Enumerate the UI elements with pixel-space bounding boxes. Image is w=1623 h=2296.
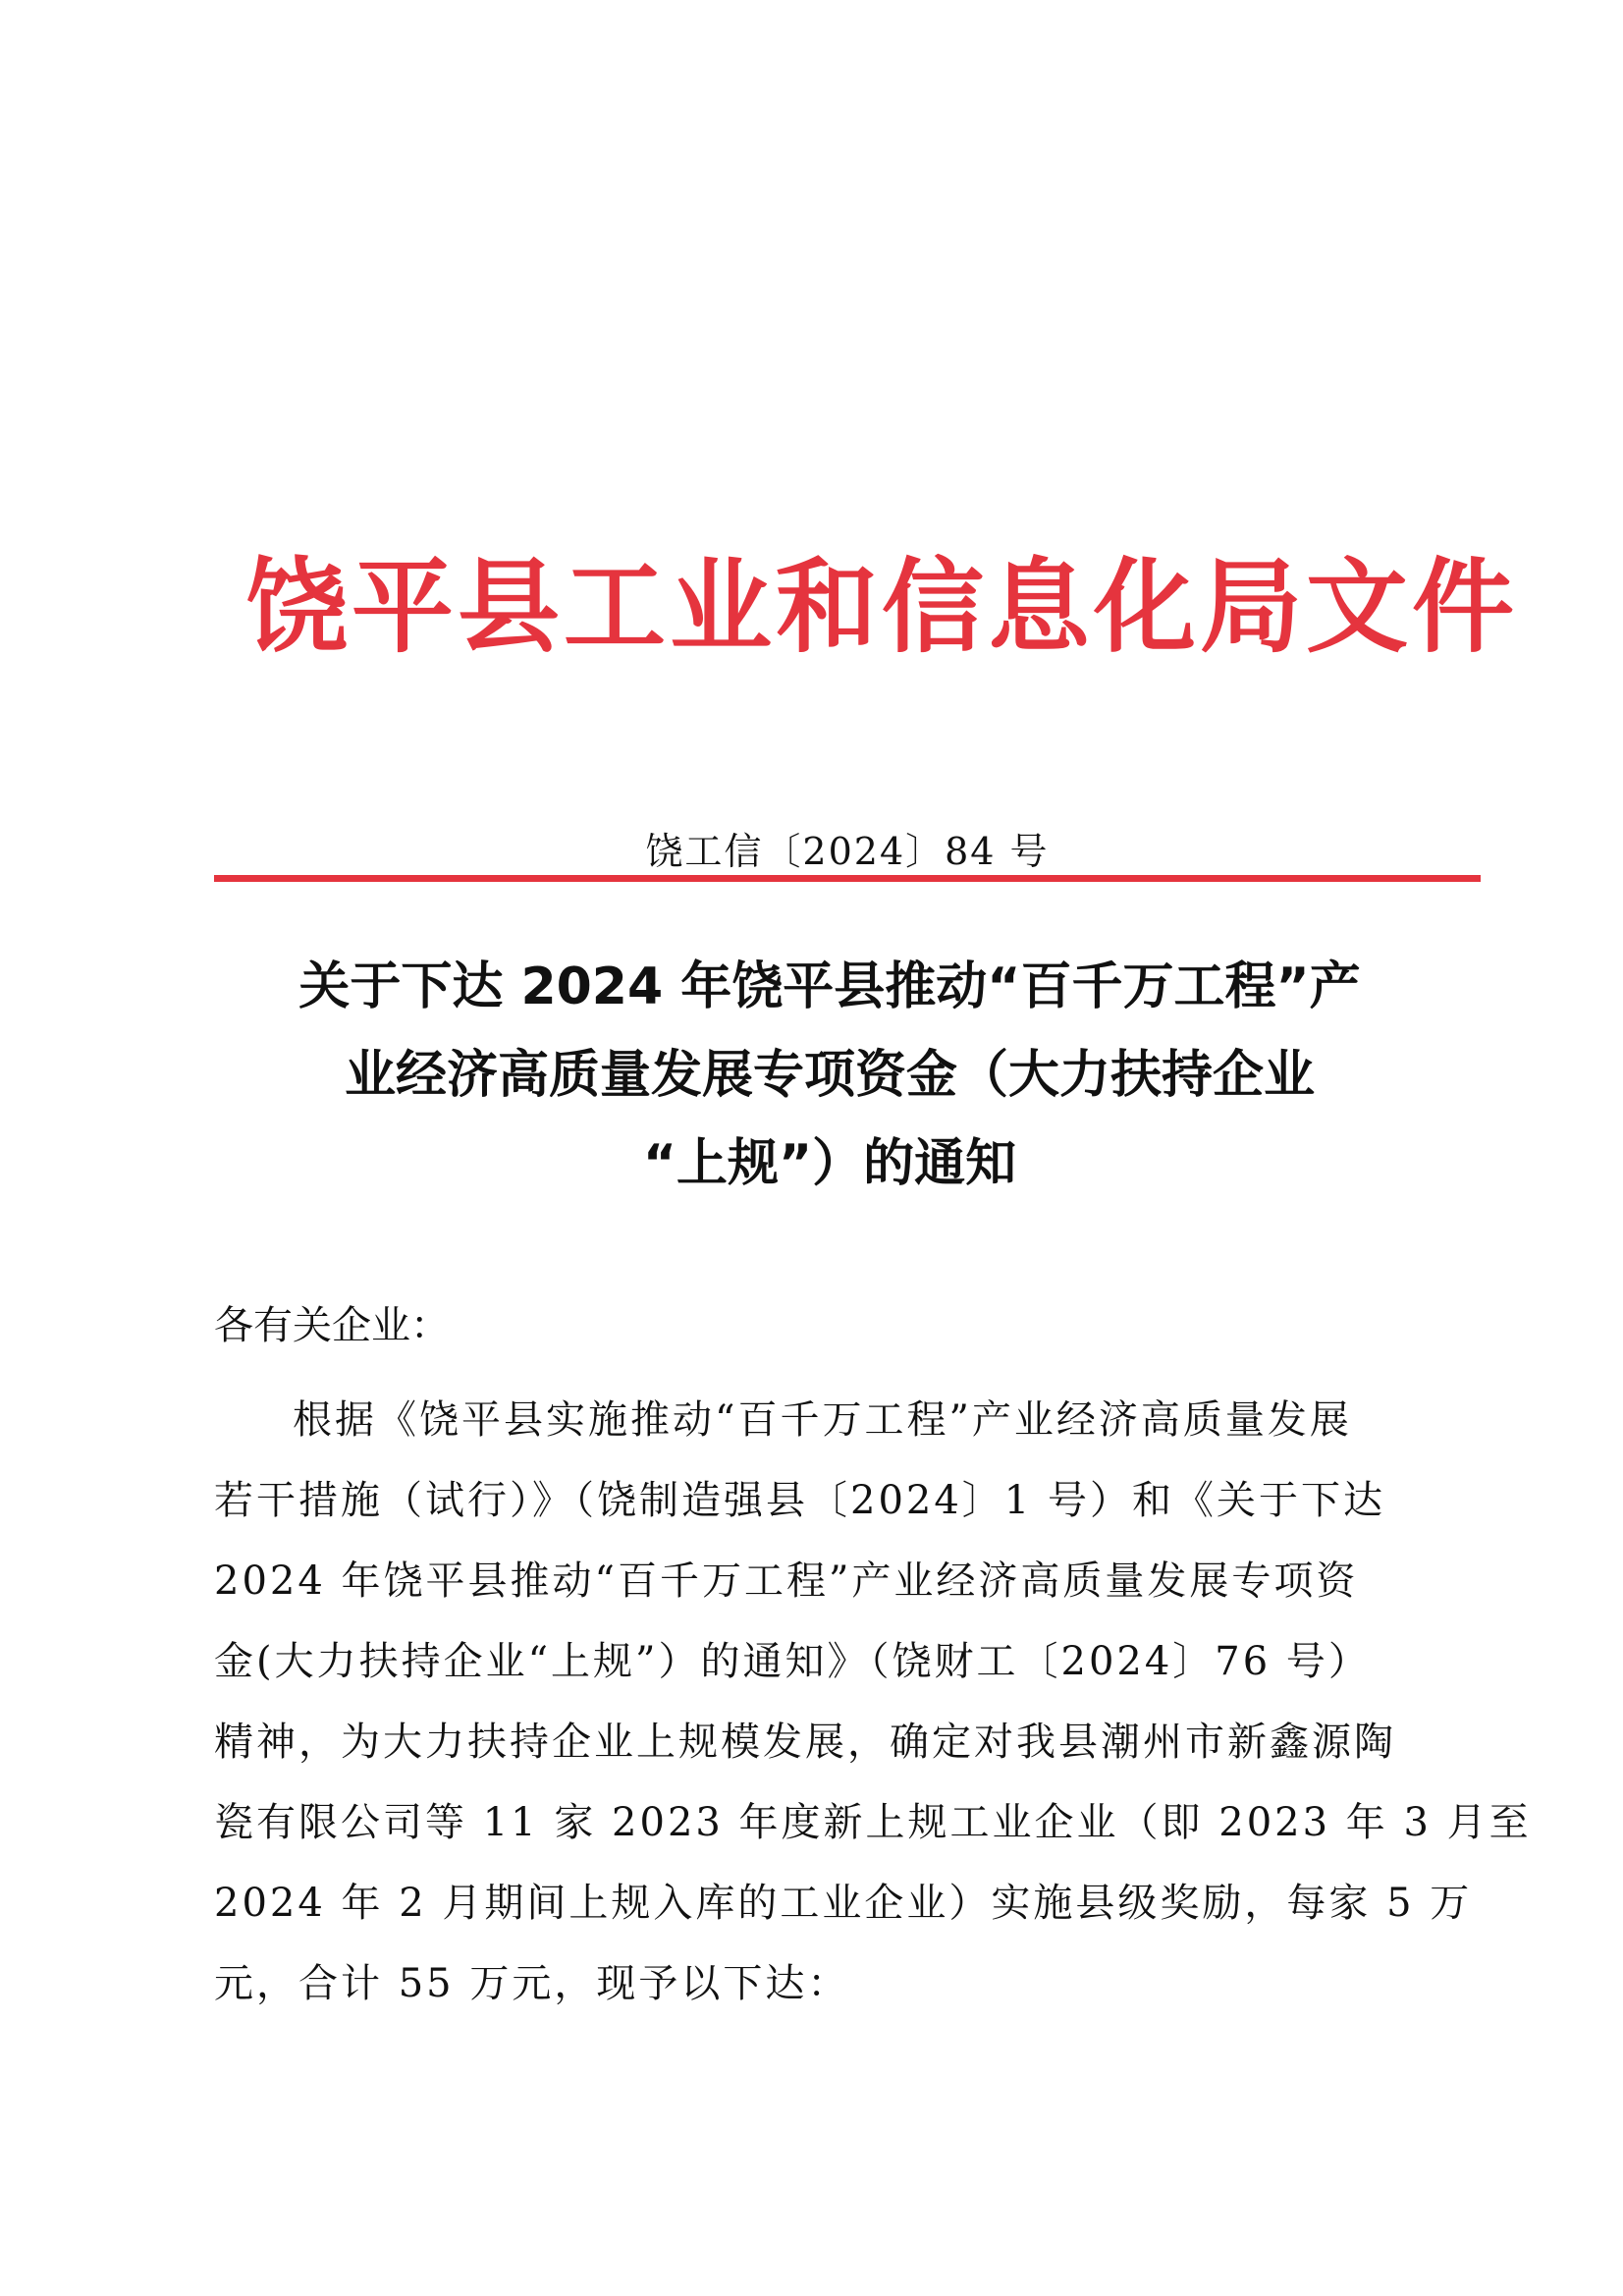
body-line: 精神，为大力扶持企业上规模发展，确定对我县潮州市新鑫源陶 [214,1720,1396,1765]
title-line: 业经济高质量发展专项资金（大力扶持企业 [344,1046,1315,1105]
body-line: 元，合计 55 万元，现予以下达： [214,1961,850,2006]
body-line: 金(大力扶持企业“上规”）的通知》（饶财工〔2024〕76 号） [214,1639,1371,1684]
red-divider-line [214,875,1481,882]
title-line: 关于下达 2024 年饶平县推动“百千万工程”产 [298,957,1361,1016]
body-paragraph [214,1380,1532,2024]
document-number: 饶工信〔2024〕84 号 [645,830,1050,873]
salutation: 各有关企业： [214,1303,450,1348]
body-line: 若干措施（试行）》（饶制造强县〔2024〕1 号）和《关于下达 [214,1478,1385,1523]
body-line: 瓷有限公司等 11 家 2023 年度新上规工业企业（即 2023 年 3 月至 [214,1800,1532,1845]
body-line: 根据《饶平县实施推动“百千万工程”产业经济高质量发展 [293,1397,1352,1443]
title-line: “上规”）的通知 [642,1134,1017,1193]
body-line: 2024 年饶平县推动“百千万工程”产业经济高质量发展专项资 [214,1558,1359,1604]
body-line: 2024 年 2 月期间上规入库的工业企业）实施县级奖励，每家 5 万 [214,1881,1473,1926]
notice-title [196,943,1463,1208]
agency-header-title: 饶平县工业和信息化局文件 [245,546,1519,667]
